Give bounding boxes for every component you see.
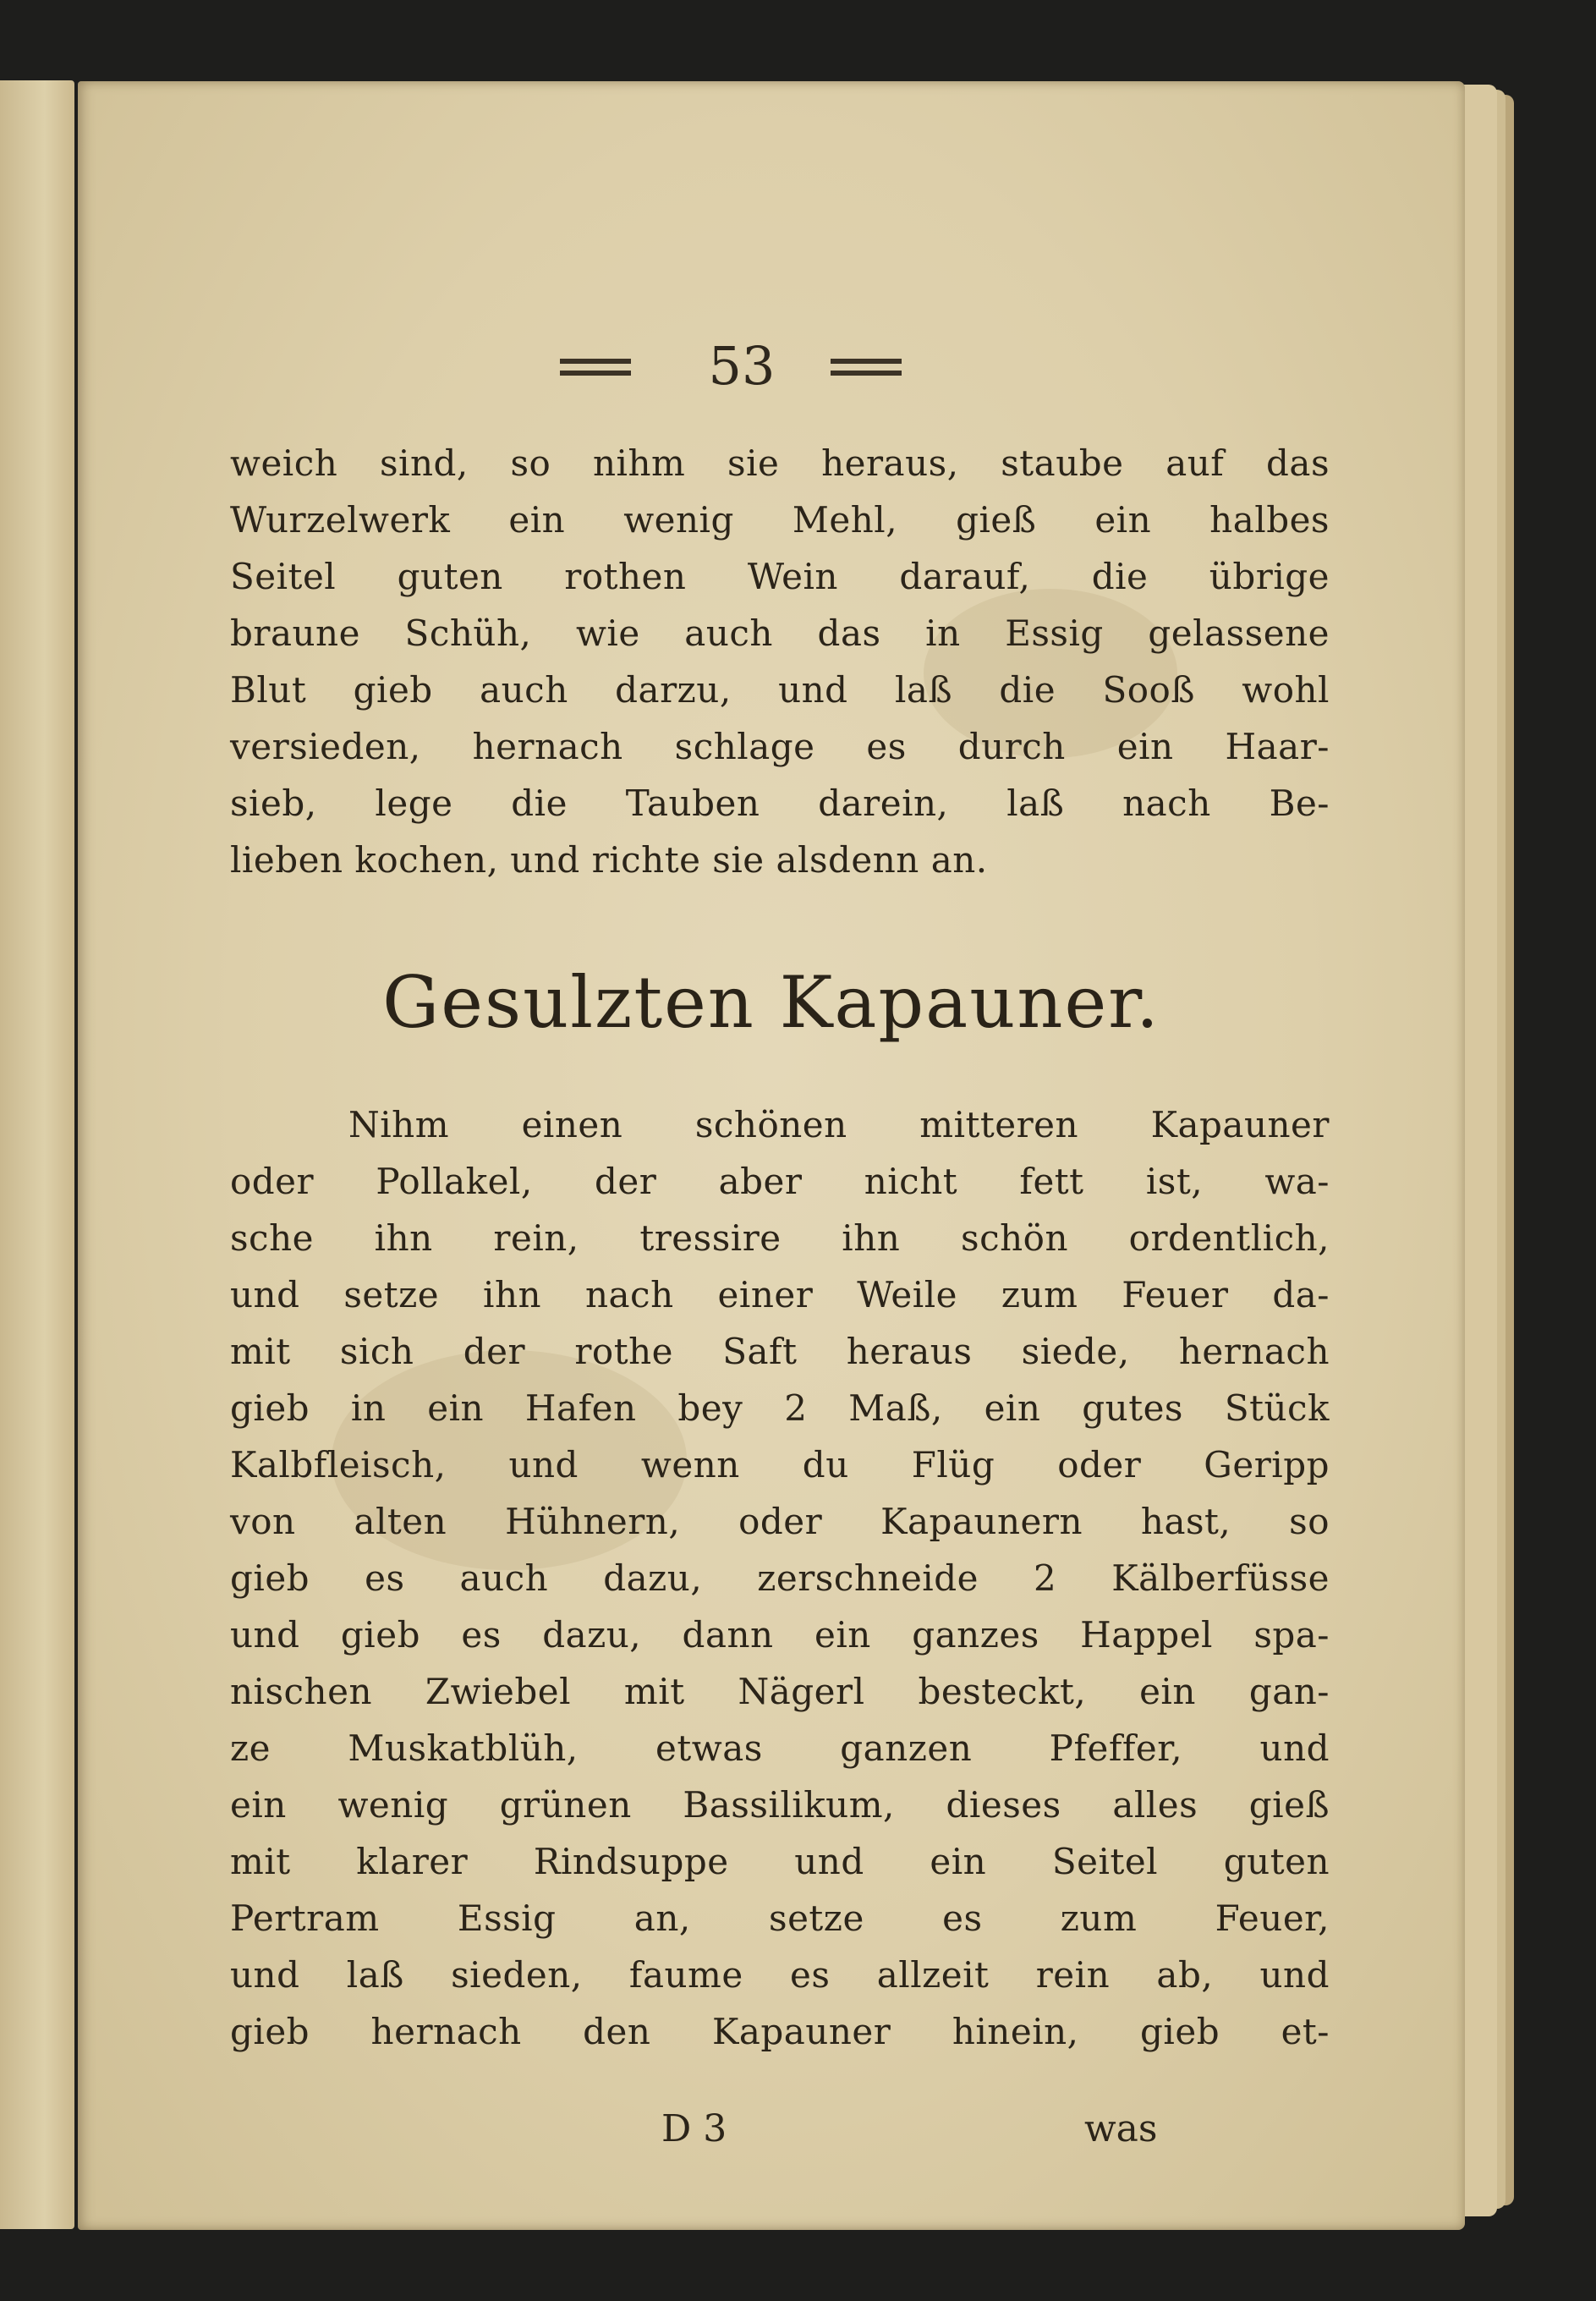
text-line: sieb, lege die Tauben darein, laß nach Be- xyxy=(230,783,1330,824)
text-line: mit klarer Rindsuppe und ein Seitel guten xyxy=(230,1841,1330,1882)
recipe-continuation xyxy=(230,435,1330,888)
text-line: Blut gieb auch darzu, und laß die Sooß wohl xyxy=(230,669,1330,711)
recipe-body xyxy=(230,1096,1330,2060)
text-line: gieb in ein Hafen bey 2 Maß, ein gutes Stück xyxy=(230,1387,1330,1429)
recipe-title: Gesulzten Kapauner. xyxy=(382,961,1160,1044)
text-line: oder Pollakel, der aber nicht fett ist, wa- xyxy=(230,1161,1330,1202)
text-line: Wurzelwerk ein wenig Mehl, gieß ein halbes xyxy=(230,499,1330,541)
text-line: und setze ihn nach einer Weile zum Feuer da- xyxy=(230,1274,1330,1315)
text-line: von alten Hühnern, oder Kapaunern hast, so xyxy=(230,1501,1330,1542)
text-line: Pertram Essig an, setze es zum Feuer, xyxy=(230,1897,1330,1939)
book-page xyxy=(78,81,1465,2230)
facing-page-edge xyxy=(0,80,74,2229)
text-line: braune Schüh, wie auch das in Essig gelassene xyxy=(230,612,1330,654)
page-header xyxy=(78,335,1465,403)
text-line: versieden, hernach schlage es durch ein Haar- xyxy=(230,726,1330,767)
text-line: nischen Zwiebel mit Nägerl besteckt, ein gan- xyxy=(230,1671,1330,1712)
catchword: was xyxy=(1084,2107,1158,2150)
page-number: 53 xyxy=(708,335,776,397)
header-ornament-left xyxy=(560,359,631,376)
text-line: gieb hernach den Kapauner hinein, gieb et- xyxy=(230,2011,1330,2052)
text-line: gieb es auch dazu, zerschneide 2 Kälberfüsse xyxy=(230,1557,1330,1599)
text-line: ein wenig grünen Bassilikum, dieses alles gieß xyxy=(230,1784,1330,1826)
page-footer xyxy=(78,2107,1465,2175)
text-line: Nihm einen schönen mitteren Kapauner xyxy=(348,1104,1330,1145)
text-line: ze Muskatblüh, etwas ganzen Pfeffer, und xyxy=(230,1727,1330,1769)
text-line: sche ihn rein, tressire ihn schön ordentlich, xyxy=(230,1217,1330,1259)
text-line: mit sich der rothe Saft heraus siede, hernach xyxy=(230,1331,1330,1372)
text-line: und laß sieden, faume es allzeit rein ab, und xyxy=(230,1954,1330,1996)
text-line: Seitel guten rothen Wein darauf, die übrige xyxy=(230,556,1330,597)
text-line: Kalbfleisch, und wenn du Flüg oder Geripp xyxy=(230,1444,1330,1485)
header-ornament-right xyxy=(831,359,902,376)
signature-mark: D 3 xyxy=(661,2107,727,2150)
text-line: und gieb es dazu, dann ein ganzes Happel spa- xyxy=(230,1614,1330,1656)
text-line: lieben kochen, und richte sie alsdenn an. xyxy=(230,839,988,881)
text-line: weich sind, so nihm sie heraus, staube auf das xyxy=(230,442,1330,484)
